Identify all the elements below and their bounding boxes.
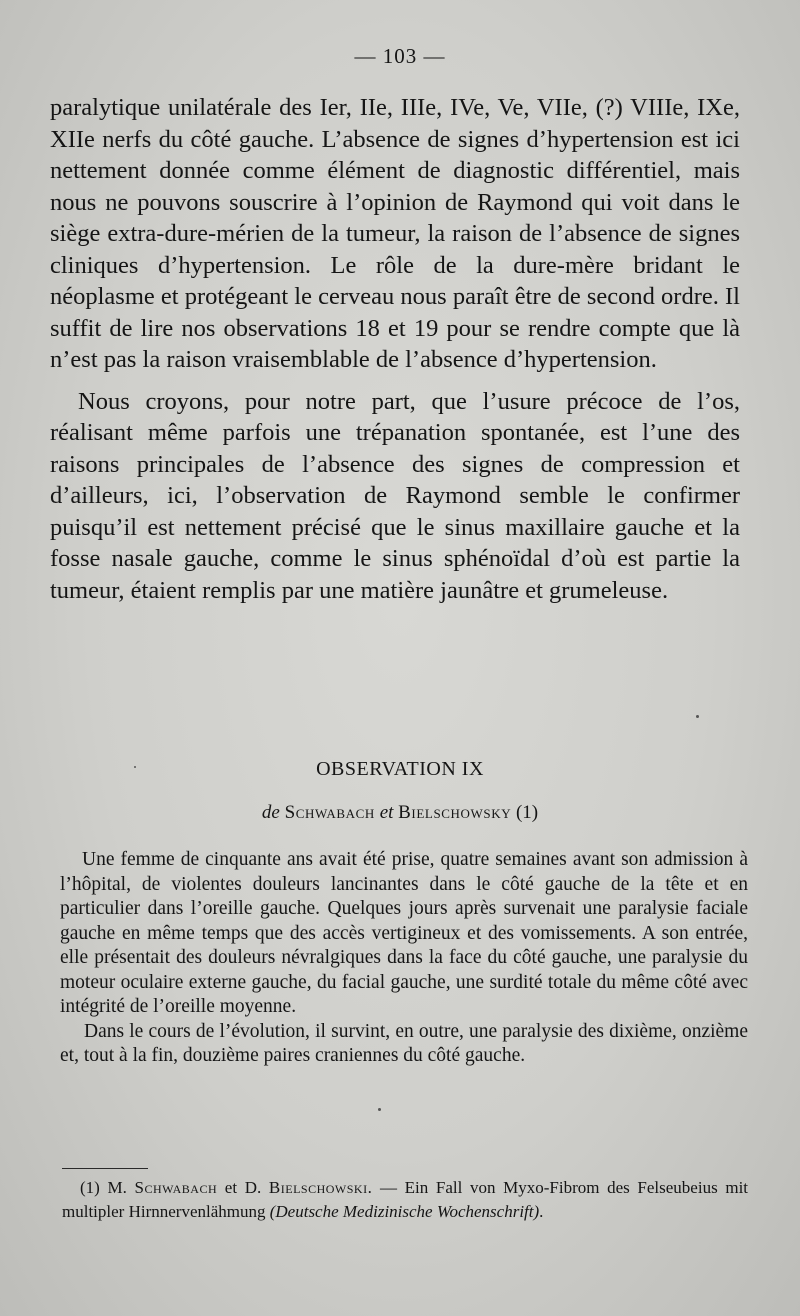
observation-text — [60, 848, 748, 1069]
footnote-reference: (1) — [515, 802, 539, 823]
body-paragraph-1: paralytique unilatérale des Ier, IIe, IIIe, IVe, Ve, VIIe, (?) VIIIe, IXe, XIIe nerfs du côté gauche. L’absence de signes d’hypertension est ici nettement donnée comme élément de diagnostic différentiel, mais nous ne pouvons souscrire à l’opinion de Raymond qui voit dans le siège extra-dure-mérien de la tumeur, la raison de l’absence de signes cliniques d’hypertension. Le rôle de la dure-mère bridant le néoplasme et protégeant le cerveau nous paraît être de second ordre. Il suffit de lire nos observations 18 et 19 pour se rendre compte que là n’est pas la raison vraisemblable de l’absence d’hypertension. — [50, 94, 740, 373]
footnote-joiner: et D. — [224, 1178, 262, 1197]
observation-authors — [0, 802, 800, 824]
author-name-2: Bielschowsky — [398, 802, 512, 823]
footnote-journal: (Deutsche Medizinische Wochenschrift) — [269, 1202, 540, 1221]
body-paragraph-2: Nous croyons, pour notre part, que l’usure précoce de l’os, réalisant même parfois une trépanation spontanée, est l’une des raisons principales de l’absence des signes de compression et d’ailleurs, ici, l’observation de Raymond semble le confirmer puisqu’il est nettement précisé que le sinus maxillaire gauche et la fosse nasale gauche, comme le sinus sphénoïdal d’où est partie la tumeur, étaient remplis par une matière jaunâtre et grumeleuse. — [50, 387, 740, 604]
author-joiner: et — [379, 802, 394, 823]
author-prefix: de — [261, 802, 280, 823]
footnote-author-1: Schwabach — [134, 1178, 218, 1197]
observation-title: OBSERVATION IX — [316, 758, 484, 780]
print-speck — [134, 766, 136, 768]
footnote-title: — Ein Fall von Myxo-Fibrom des Felseubeius mit multipler Hirnnervenlähmung — [62, 1178, 749, 1221]
author-name-1: Schwabach — [284, 802, 375, 823]
observation-paragraph-2: Dans le cours de l’évolution, il survint, en outre, une paralysie des dixième, onzième et, tout à la fin, douzième paires craniennes du côté gauche. — [60, 1020, 748, 1066]
main-text — [50, 92, 740, 606]
footnote-divider — [62, 1168, 148, 1169]
page-number: — 103 — — [354, 44, 446, 68]
footnote-end: . — [539, 1202, 544, 1221]
footnote — [62, 1176, 748, 1224]
observation-paragraph-1: Une femme de cinquante ans avait été prise, quatre semaines avant son admission à l’hôpital, de violentes douleurs lancinantes dans le côté gauche de la tête et en particulier dans l’oreille gauche. Quelques jours après survenait une paralysie faciale gauche en même temps que des accès vertigineux et des vomissements. A son entrée, elle présentait des douleurs névralgiques dans la face du côté gauche, une paralysie du moteur oculaire externe gauche, du facial gauche, une surdité totale du même côté avec intégrité de l’oreille moyenne. — [60, 849, 748, 1017]
footnote-author-2: Bielschowski. — [268, 1178, 373, 1197]
print-speck — [696, 715, 699, 718]
print-speck — [378, 1108, 381, 1111]
footnote-marker: (1) M. — [80, 1178, 127, 1197]
